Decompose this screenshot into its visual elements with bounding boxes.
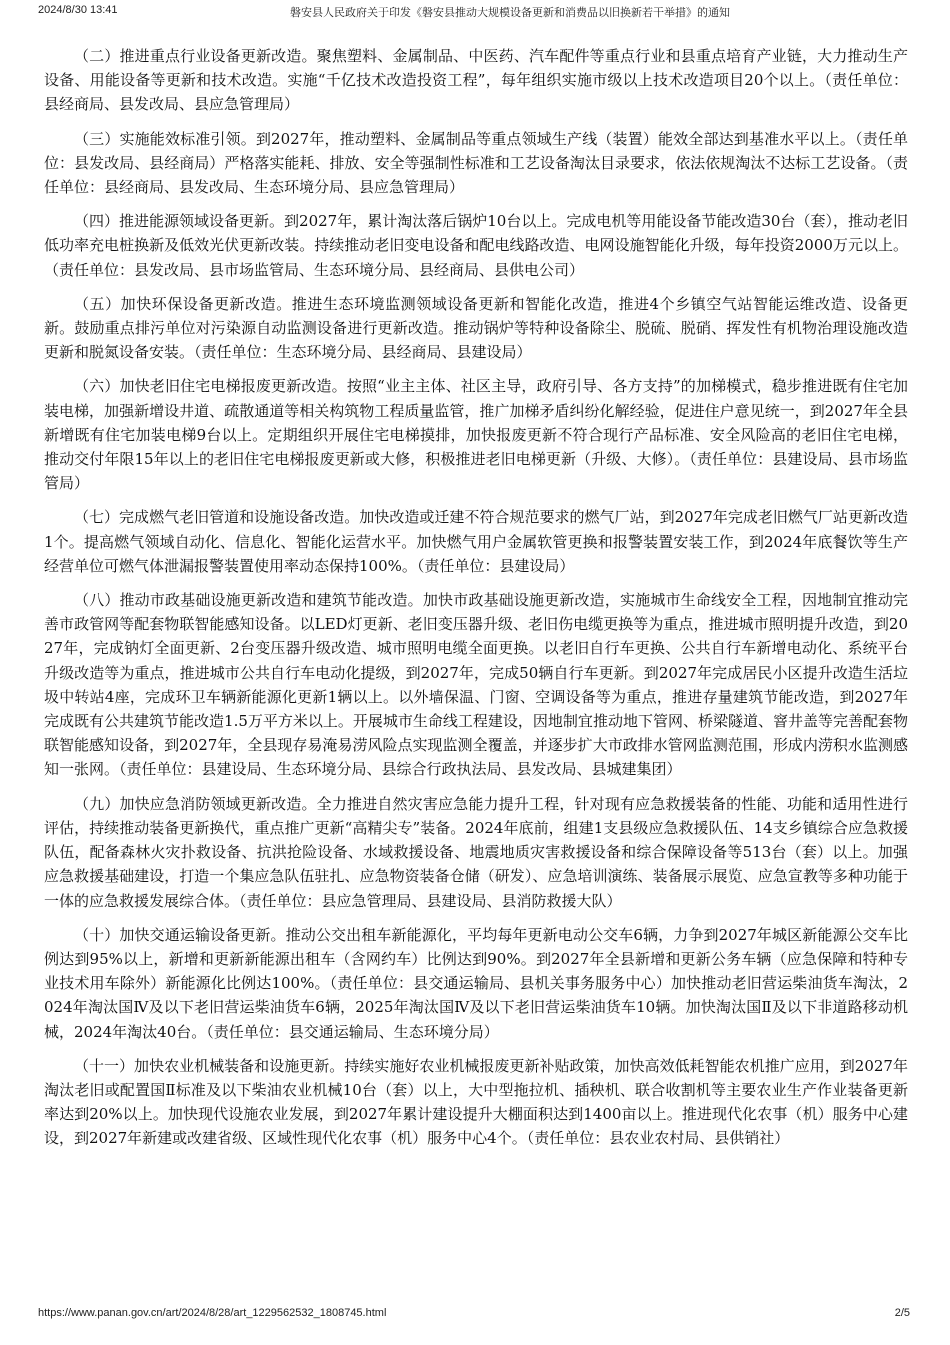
document-body [44,44,908,1161]
paragraph-5: （五）加快环保设备更新改造。推进生态环境监测领域设备更新和智能化改造，推进4个乡镇空气站智能运维改造、设备更新。鼓励重点排污单位对污染源自动监测设备进行更新改造。推动锅炉等特种设备除尘、脱硫、脱硝、挥发性有机物治理设施改造更新和脱氮设备安装。（责任单位：生态环境分局、县经商局、县建设局） [44,294,908,362]
paragraph-7: （七）完成燃气老旧管道和设施设备改造。加快改造或迁建不符合规范要求的燃气厂站，到2027年完成老旧燃气厂站更新改造1个。提高燃气领域自动化、信息化、智能化运营水平。加快燃气用户金属软管更换和报警装置安装工作，到2024年底餐饮等生产经营单位可燃气体泄漏报警装置使用率动态保持100%。（责任单位：县建设局） [44,508,908,575]
paragraph-11: （十一）加快农业机械装备和设施更新。持续实施好农业机械报废更新补贴政策，加快高效低耗智能农机推广应用，到2027年淘汰老旧或配置国Ⅱ标准及以下柴油农业机械10台（套）以上，大中型拖拉机、插秧机、联合收割机等主要农业生产作业装备更新率达到20%以上。加快现代设施农业发展，到2027年累计建设提升大棚面积达到1400亩以上。推进现代化农事（机）服务中心建设，到2027年新建或改建省级、区域性现代化农事（机）服务中心4个。（责任单位：县农业农村局、县供销社） [44,1056,908,1148]
page-number: 2/5 [894,1307,910,1319]
paragraph-9: （九）加快应急消防领域更新改造。全力推进自然灾害应急能力提升工程，针对现有应急救援装备的性能、功能和适用性进行评估，持续推动装备更新换代，重点推广更新“高精尖专”装备。2024年底前，组建1支县级应急救援队伍、14支乡镇综合应急救援队伍，配备森林火灾扑救设备、抗洪抢险设备、水域救援设备、地震地质灾害救援设备和综合保障设备等513台（套）以上。加强应急救援基础建设，打造一个集应急队伍驻扎、应急物资装备仓储（研发）、应急培训演练、装备展示展览、应急宣教等多种功能于一体的应急救援发展综合体。（责任单位：县应急管理局、县建设局、县消防救援大队） [44,794,908,910]
paragraph-2: （二）推进重点行业设备更新改造。聚焦塑料、金属制品、中医药、汽车配件等重点行业和县重点培育产业链，大力推动生产设备、用能设备等更新和技术改造。实施“千亿技术改造投资工程”，每年组织实施市级以上技术改造项目20个以上。（责任单位：县经商局、县发改局、县应急管理局） [44,47,908,114]
paragraph-6: （六）加快老旧住宅电梯报废更新改造。按照“业主主体、社区主导，政府引导、各方支持”的加梯模式，稳步推进既有住宅加装电梯，加强新增设井道、疏散通道等相关构筑物工程质量监管，推广加梯矛盾纠纷化解经验，促进住户意见统一，到2027年全县新增既有住宅加装电梯9台以上。定期组织开展住宅电梯摸排，加快报废更新不符合现行产品标准、安全风险高的老旧住宅电梯，推动交付年限15年以上的老旧住宅电梯报废更新或大修，积极推进老旧电梯更新（升级、大修）。（责任单位：县建设局、县市场监管局） [44,377,908,493]
paragraph-4: （四）推进能源领域设备更新。到2027年，累计淘汰落后锅炉10台以上。完成电机等用能设备节能改造30台（套），推动老旧低功率充电桩换新及低效光伏更新改装。持续推动老旧变电设备和配电线路改造、电网设施智能化升级，每年投资2000万元以上。（责任单位：县发改局、县市场监管局、生态环境分局、县经商局、县供电公司） [44,212,908,279]
print-footer [0,1307,950,1327]
print-header [0,0,950,26]
paragraph-3: （三）实施能效标准引领。到2027年，推动塑料、金属制品等重点领域生产线（装置）能效全部达到基准水平以上。（责任单位：县发改局、县经商局）严格落实能耗、排放、安全等强制性标准和工艺设备淘汰目录要求，依法依规淘汰不达标工艺设备。（责任单位：县经商局、县发改局、生态环境分局、县应急管理局） [44,129,908,197]
paragraph-10: （十）加快交通运输设备更新。推动公交出租车新能源化，平均每年更新电动公交车6辆，力争到2027年城区新能源公交车比例达到95%以上，新增和更新新能源出租车（含网约车）比例达到90%。到2027年全县新增和更新公务车辆（应急保障和特种专业技术用车除外）新能源化比例达100%。（责任单位：县交通运输局、县机关事务服务中心）加快推动老旧营运柴油货车淘汰，2024年淘汰国Ⅳ及以下老旧营运柴油货车6辆，2025年淘汰国Ⅳ及以下老旧营运柴油货车10辆。加快淘汰国Ⅱ及以下非道路移动机械，2024年淘汰40台。（责任单位：县交通运输局、生态环境分局） [44,925,908,1041]
document-title: 磐安县人民政府关于印发《磐安县推动大规模设备更新和消费品以旧换新若干举措》的通知 [290,7,730,19]
page-url: https://www.panan.gov.cn/art/2024/8/28/art_1229562532_1808745.html [38,1307,387,1319]
print-datetime: 2024/8/30 13:41 [38,4,118,16]
paragraph-8: （八）推动市政基础设施更新改造和建筑节能改造。加快市政基础设施更新改造，实施城市生命线安全工程，因地制宜推动完善市政管网等配套物联智能感知设备。以LED灯更新、老旧变压器升级、老旧伤电缆更换等为重点，推进城市照明提升改造，到2027年，完成钠灯全面更新、2台变压器升级改造、城市照明电缆全面更换。以老旧自行车更换、公共自行车新增电动化、系统平台升级改造等为重点，推进城市公共自行车电动化提级，到2027年，完成50辆自行车更新。到2027年完成居民小区提升改造生活垃圾中转站4座，完成环卫车辆新能源化更新1辆以上。以外墙保温、门窗、空调设备等为重点，推进存量建筑节能改造，到2027年完成既有公共建筑节能改造1.5万平方米以上。开展城市生命线工程建设，因地制宜推动地下管网、桥梁隧道、窨井盖等完善配套物联智能感知设备，到2027年，全县现存易淹易涝风险点实现监测全覆盖，并逐步扩大市政排水管网监测范围，形成内涝积水监测感知一张网。（责任单位：县建设局、生态环境分局、县综合行政执法局、县发改局、县城建集团） [44,591,908,779]
